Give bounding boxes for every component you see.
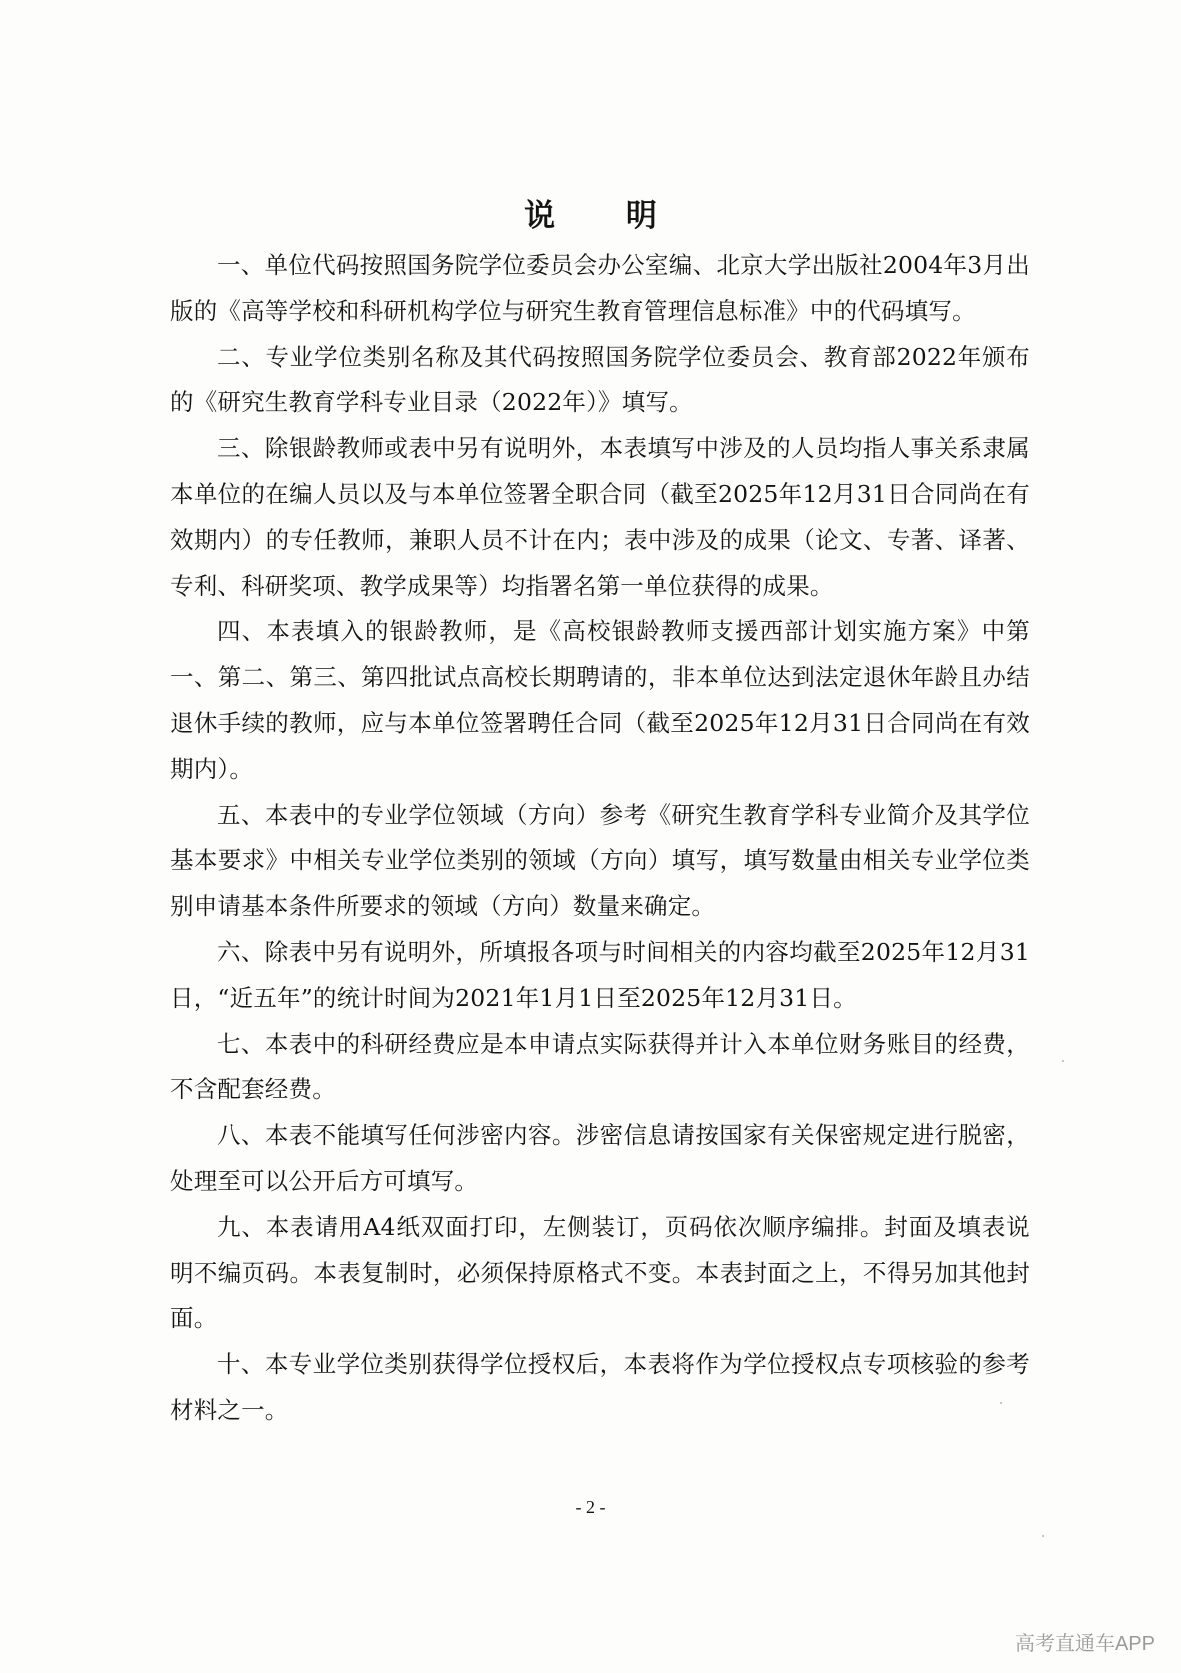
instruction-paragraph-7: 七、本表中的科研经费应是本申请点实际获得并计入本单位财务账目的经费，不含配套经费。 <box>170 1029 1030 1104</box>
page-number: - 2 - <box>575 1497 606 1517</box>
page-title: 说 明 <box>524 198 687 234</box>
instructions-body <box>170 243 1030 1434</box>
scan-speck <box>1042 1535 1044 1537</box>
instruction-paragraph-8: 八、本表不能填写任何涉密内容。涉密信息请按国家有关保密规定进行脱密，处理至可以公开后方可填写。 <box>170 1121 1030 1195</box>
instruction-paragraph-3: 三、除银龄教师或表中另有说明外，本表填写中涉及的人员均指人事关系隶属本单位的在编人员以及与本单位签署全职合同（截至2025年12月31日合同尚在有效期内）的专任教师，兼职人员不计在内；表中涉及的成果（论文、专著、译著、专利、科研奖项、教学成果等）均指署名第一单位获得的成果。 <box>170 434 1030 600</box>
instruction-paragraph-4: 四、本表填入的银龄教师，是《高校银龄教师支援西部计划实施方案》中第一、第二、第三、第四批试点高校长期聘请的，非本单位达到法定退休年龄且办结退休手续的教师，应与本单位签署聘任合同（截至2025年12月31日合同尚在有效期内）。 <box>170 617 1030 783</box>
instruction-paragraph-5: 五、本表中的专业学位领域（方向）参考《研究生教育学科专业简介及其学位基本要求》中相关专业学位类别的领域（方向）填写，填写数量由相关专业学位类别申请基本条件所要求的领域（方向）数量来确定。 <box>170 800 1030 921</box>
watermark-text: 高考直通车APP <box>1014 1633 1155 1655</box>
scan-speck <box>1062 1060 1064 1062</box>
instruction-paragraph-6: 六、除表中另有说明外，所填报各项与时间相关的内容均截至2025年12月31日，“近五年”的统计时间为2021年1月1日至2025年12月31日。 <box>170 937 1030 1012</box>
instruction-paragraph-1: 一、单位代码按照国务院学位委员会办公室编、北京大学出版社2004年3月出版的《高等学校和科研机构学位与研究生教育管理信息标准》中的代码填写。 <box>170 251 1030 325</box>
instruction-paragraph-2: 二、专业学位类别名称及其代码按照国务院学位委员会、教育部2022年颁布的《研究生教育学科专业目录（2022年）》填写。 <box>170 342 1030 417</box>
scan-speck <box>1000 1402 1002 1404</box>
instruction-paragraph-9: 九、本表请用A4纸双面打印，左侧装订，页码依次顺序编排。封面及填表说明不编页码。本表复制时，必须保持原格式不变。本表封面之上，不得另加其他封面。 <box>170 1212 1030 1333</box>
instruction-paragraph-10: 十、本专业学位类别获得学位授权后，本表将作为学位授权点专项核验的参考材料之一。 <box>170 1350 1030 1424</box>
